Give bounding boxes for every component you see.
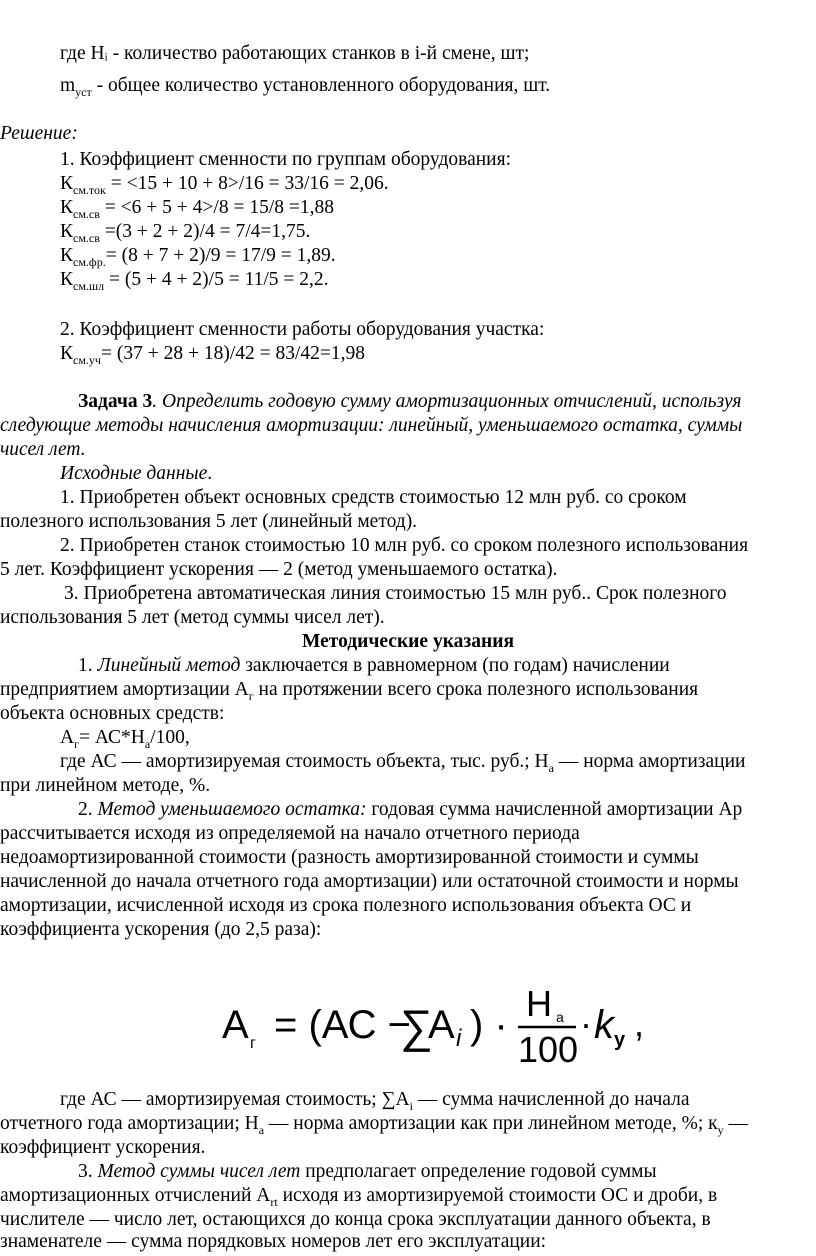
text: числителе — число лет, остающихся до конца срока эксплуатации данного объекта, в xyxy=(0,1209,711,1230)
text: полезного использования 5 лет (линейный метод). xyxy=(0,511,418,532)
text: Исходные данные xyxy=(60,463,208,484)
solution-step-1 xyxy=(0,148,816,172)
method-name: Метод уменьшаемого остатка: xyxy=(97,799,367,820)
text: . Определить годовую сумму амортизационных отчислений, используя xyxy=(152,391,742,412)
method-2-line-3 xyxy=(0,846,816,870)
text: 1. Коэффициент сменности по группам оборудования: xyxy=(60,149,511,170)
text: заключается в равномерном (по годам) начислении xyxy=(240,655,670,676)
text: = (8 + 7 + 2)/9 = 17/9 = 1,89. xyxy=(105,245,336,266)
formula-dot: · xyxy=(580,1003,592,1044)
linear-where-line-2 xyxy=(0,774,816,798)
formula-A-sub: г xyxy=(250,1035,256,1052)
text: = (37 + 28 + 18)/42 = 83/42=1,98 xyxy=(100,343,366,364)
text: знаменателе — сумма порядковых номеров лет его эксплуатации: xyxy=(0,1231,547,1252)
subscript: см.ток xyxy=(73,182,106,197)
text: 1. xyxy=(78,655,98,676)
task-3-line-1 xyxy=(0,390,816,414)
subscript: у xyxy=(717,1122,724,1137)
text: 2. Приобретен станок стоимостью 10 млн руб. со сроком полезного использования xyxy=(60,535,749,556)
formula-where-line-2 xyxy=(0,1112,816,1136)
text: - общее количество установленного оборудования, шт. xyxy=(91,75,551,96)
item-2-line-2 xyxy=(0,558,816,582)
definition-m-ust xyxy=(0,74,816,98)
task-title: Задача 3 xyxy=(78,391,153,412)
method-heading xyxy=(0,630,816,654)
text: чисел лет. xyxy=(0,439,86,460)
subscript: а xyxy=(258,1122,265,1137)
method-3-line-1 xyxy=(0,1160,816,1184)
k-letter: К xyxy=(60,343,74,364)
text: =(3 + 2 + 2)/4 = 7/4=1,75. xyxy=(99,221,311,242)
text: — xyxy=(723,1113,748,1134)
formula-numerator: Н xyxy=(526,990,552,1024)
solution-label xyxy=(0,122,816,146)
subscript: уст xyxy=(75,84,92,99)
text: недоамортизированной стоимости (разность амортизированной стоимости и суммы xyxy=(0,847,699,868)
subscript: rt xyxy=(270,1194,278,1209)
subscript: см.фр. xyxy=(73,254,106,269)
formula-k: k xyxy=(594,1003,614,1047)
k-letter: К xyxy=(60,269,74,290)
formula-A: А xyxy=(222,1003,249,1047)
formula-k-sub: у xyxy=(614,1029,626,1051)
k-letter: К xyxy=(60,173,74,194)
method-1-line-2 xyxy=(0,678,816,702)
definition-hi xyxy=(0,42,816,66)
text: где АС — амортизируемая стоимость; ∑А xyxy=(60,1089,410,1110)
k-tok-line xyxy=(0,172,816,196)
method-2-line-2 xyxy=(0,822,816,846)
text: отчетного года амортизации; Н xyxy=(0,1113,259,1134)
k-letter: К xyxy=(60,221,74,242)
k-shl-line xyxy=(0,268,816,292)
text: = АС*Н xyxy=(79,727,145,748)
text: — норма амортизации как при линейном методе, %; к xyxy=(264,1113,718,1134)
text: коэффициент ускорения. xyxy=(0,1137,206,1158)
task-3-line-3 xyxy=(0,438,816,462)
subscript: г xyxy=(74,736,80,751)
text: 3. Приобретена автоматическая линия стоимостью 15 млн руб.. Срок полезного xyxy=(64,583,727,604)
solution-step-2 xyxy=(0,318,816,342)
text: 5 лет. Коэффициент ускорения — 2 (метод уменьшаемого остатка). xyxy=(0,559,558,580)
subscript: см.св xyxy=(73,230,100,245)
subscript: а xyxy=(144,736,151,751)
text: . xyxy=(207,463,213,484)
text: m xyxy=(60,75,76,96)
method-2-line-5 xyxy=(0,894,816,918)
text: годовая сумма начисленной амортизации Ар xyxy=(366,799,743,820)
text: — сумма начисленной до начала xyxy=(412,1089,690,1110)
text: — норма амортизации xyxy=(553,751,746,772)
formula-where-line-1 xyxy=(0,1088,816,1112)
text: где Hᵢ - количество работающих станков в i-й смене, шт; xyxy=(60,43,530,64)
item-1-line-1 xyxy=(0,486,816,510)
k-sv-line-1 xyxy=(0,196,816,220)
method-name: Метод суммы чисел лет xyxy=(97,1161,301,1182)
text: исходя из амортизируемой стоимости ОС и дроби, в xyxy=(277,1185,718,1206)
formula-eq: = (АС − xyxy=(274,1003,411,1047)
formula-Ai: А xyxy=(428,1003,455,1047)
text: амортизации, исчисленной исходя из срока полезного использования объекта ОС и xyxy=(0,895,692,916)
method-3-line-4 xyxy=(0,1230,816,1254)
subscript: см.шл xyxy=(73,278,105,293)
formula-sum: ∑ xyxy=(400,1000,433,1052)
subscript: i xyxy=(409,1098,413,1113)
method-3-line-2 xyxy=(0,1184,816,1208)
text: начисленной до начала отчетного года амортизации) или остаточной стоимости и нормы xyxy=(0,871,739,892)
item-1-line-2 xyxy=(0,510,816,534)
text: коэффициента ускорения (до 2,5 раза): xyxy=(0,919,322,940)
text: = (5 + 4 + 2)/5 = 11/5 = 2,2. xyxy=(104,269,329,290)
formula-denominator: 100 xyxy=(518,1029,579,1068)
text: = <15 + 10 + 8>/16 = 33/16 = 2,06. xyxy=(105,173,389,194)
subscript: а xyxy=(548,760,554,775)
method-3-line-3 xyxy=(0,1208,816,1232)
text: Решение: xyxy=(0,123,78,144)
subscript: г xyxy=(248,688,254,703)
text: 2. Коэффициент сменности работы оборудования участка: xyxy=(60,319,545,340)
method-1-line-1 xyxy=(0,654,816,678)
linear-where-line-1 xyxy=(0,750,816,774)
text: где АС — амортизируемая стоимость объекта, тыс. руб.; Н xyxy=(60,751,549,772)
method-1-line-3 xyxy=(0,702,816,726)
text: 2. xyxy=(78,799,98,820)
formula-comma: , xyxy=(634,1003,645,1044)
subscript: см.св xyxy=(73,206,100,221)
k-letter: К xyxy=(60,197,74,218)
formula-where-line-3 xyxy=(0,1136,816,1160)
item-3-line-2 xyxy=(0,606,816,630)
item-2-line-1 xyxy=(0,534,816,558)
text: 1. Приобретен объект основных средств стоимостью 12 млн руб. со сроком xyxy=(60,487,687,508)
text: амортизационных отчислений А xyxy=(0,1185,271,1206)
item-3-line-1 xyxy=(0,582,816,606)
declining-balance-formula xyxy=(0,990,816,1068)
linear-formula xyxy=(0,726,816,750)
text: на протяжении всего срока полезного использования xyxy=(253,679,699,700)
method-2-line-6 xyxy=(0,918,816,942)
task-3-line-2 xyxy=(0,414,816,438)
text: А xyxy=(60,727,75,748)
formula-i: i xyxy=(456,1025,462,1052)
k-letter: К xyxy=(60,245,74,266)
text: при линейном методе, %. xyxy=(0,775,211,796)
text: использования 5 лет (метод суммы чисел лет). xyxy=(0,607,385,628)
text: следующие методы начисления амортизации: линейный, уменьшаемого остатка, суммы xyxy=(0,415,743,436)
text: рассчитывается исходя из определяемой на начало отчетного периода xyxy=(0,823,580,844)
text: предприятием амортизации А xyxy=(0,679,249,700)
formula-numerator-sub: а xyxy=(556,1009,564,1025)
k-fr-line xyxy=(0,244,816,268)
method-2-line-4 xyxy=(0,870,816,894)
text: = <6 + 5 + 4>/8 = 15/8 =1,88 xyxy=(99,197,335,218)
subscript: см.уч xyxy=(73,352,101,367)
text: Методические указания xyxy=(301,631,514,652)
k-uch-line xyxy=(0,342,816,366)
text: /100, xyxy=(150,727,190,748)
text: 3. xyxy=(78,1161,98,1182)
source-data-label xyxy=(0,462,816,486)
text: объекта основных средств: xyxy=(0,703,225,724)
k-sv-line-2 xyxy=(0,220,816,244)
text: предполагает определение годовой суммы xyxy=(300,1161,657,1182)
method-2-line-1 xyxy=(0,798,816,822)
formula-close: ) · xyxy=(470,1003,508,1047)
method-name: Линейный метод xyxy=(97,655,241,676)
